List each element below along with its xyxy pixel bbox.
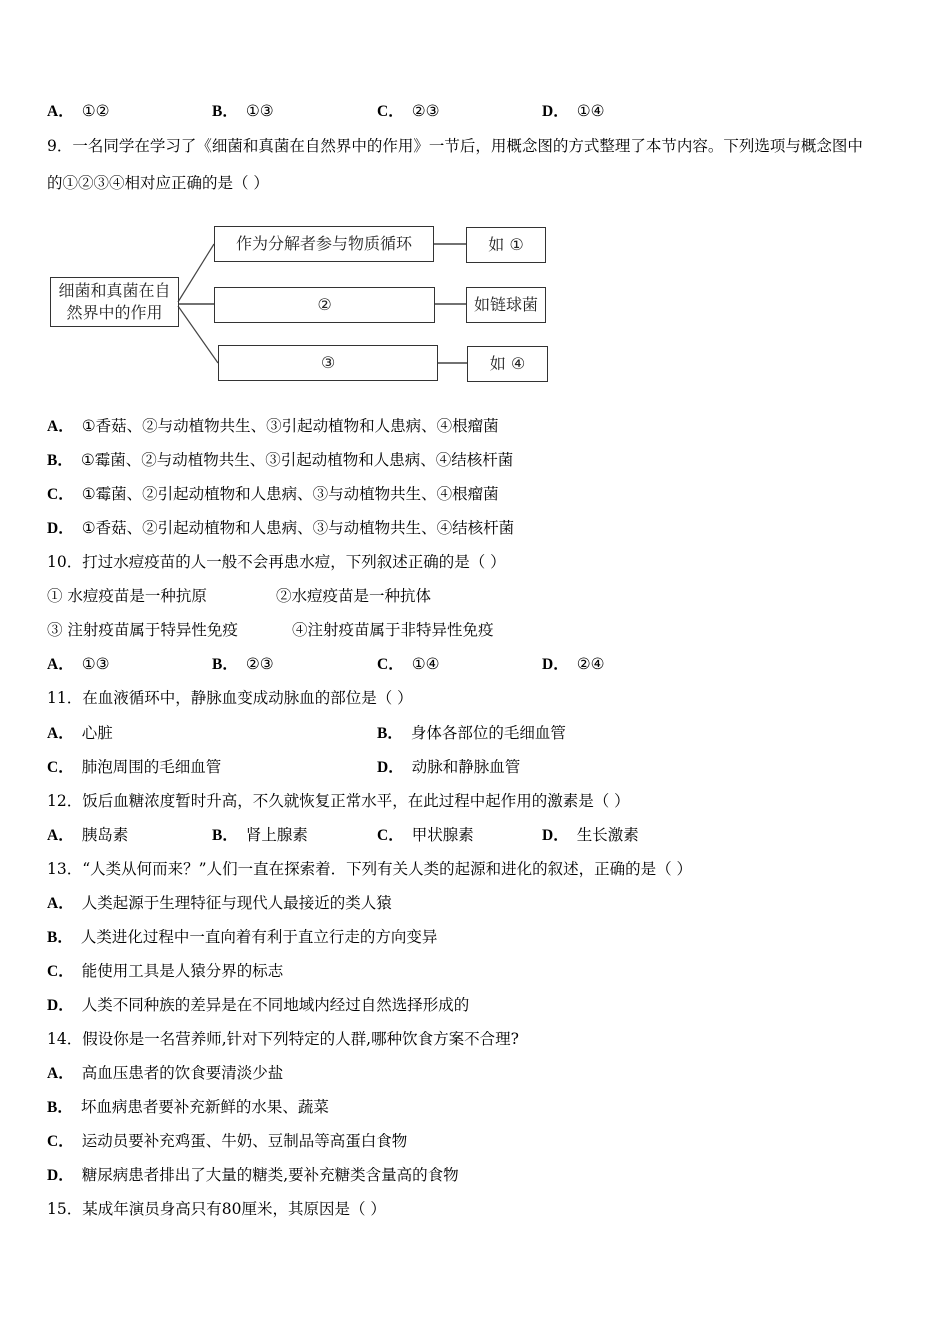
option-label: B． bbox=[47, 1099, 73, 1116]
option-b bbox=[47, 450, 513, 471]
option-c bbox=[377, 825, 474, 846]
concept-example-3: 如 ④ bbox=[467, 346, 548, 382]
option-text: 甲状腺素 bbox=[411, 826, 474, 844]
option-label: D． bbox=[47, 997, 74, 1014]
question-stem: 11．在血液循环中，静脉血变成动脉血的部位是（ ） bbox=[47, 689, 413, 707]
option-label: D． bbox=[47, 1167, 74, 1184]
concept-branch-2: ② bbox=[214, 287, 435, 323]
option-label: D． bbox=[542, 103, 569, 120]
option-label: C． bbox=[47, 759, 74, 776]
statement: ③ 注射疫苗属于特异性免疫 bbox=[47, 621, 238, 639]
option-text: ②④ bbox=[576, 655, 605, 673]
option-label: A． bbox=[47, 725, 74, 742]
option-label: C． bbox=[377, 827, 404, 844]
option-b bbox=[212, 825, 308, 846]
option-text: ①③ bbox=[81, 655, 110, 673]
option-text: ①④ bbox=[576, 102, 605, 120]
option-text: ①霉菌、②引起动植物和人患病、③与动植物共生、④根瘤菌 bbox=[81, 485, 499, 503]
option-text: ①④ bbox=[411, 655, 440, 673]
option-a bbox=[47, 416, 499, 437]
option-a bbox=[47, 654, 110, 675]
option-d bbox=[542, 101, 605, 122]
statement: ① 水痘疫苗是一种抗原 bbox=[47, 587, 207, 605]
option-d bbox=[542, 654, 605, 675]
option-d bbox=[47, 518, 514, 539]
option-d bbox=[47, 1165, 459, 1186]
option-text: 心脏 bbox=[81, 724, 113, 742]
option-label: B． bbox=[377, 725, 403, 742]
option-label: C． bbox=[377, 103, 404, 120]
option-text: 生长激素 bbox=[576, 826, 639, 844]
option-label: C． bbox=[47, 1133, 74, 1150]
option-label: A． bbox=[47, 418, 74, 435]
option-text: 运动员要补充鸡蛋、牛奶、豆制品等高蛋白食物 bbox=[81, 1132, 408, 1150]
option-c bbox=[377, 654, 440, 675]
option-text: ②③ bbox=[245, 655, 274, 673]
option-b bbox=[212, 101, 274, 122]
option-d bbox=[47, 995, 469, 1016]
option-text: 人类起源于生理特征与现代人最接近的类人猿 bbox=[81, 894, 392, 912]
option-text: 糖尿病患者排出了大量的糖类,要补充糖类含量高的食物 bbox=[81, 1166, 459, 1184]
option-text: 肺泡周围的毛细血管 bbox=[81, 758, 222, 776]
option-c bbox=[377, 101, 440, 122]
question-stem: 的①②③④相对应正确的是（ ） bbox=[47, 174, 269, 192]
option-label: B． bbox=[47, 929, 73, 946]
option-c bbox=[47, 961, 283, 982]
concept-example-1: 如 ① bbox=[466, 227, 546, 263]
option-a bbox=[47, 1063, 283, 1084]
question-stem: 9．一名同学在学习了《细菌和真菌在自然界中的作用》一节后，用概念图的方式整理了本节内容。下列选项与概念图中 bbox=[47, 137, 863, 155]
option-d bbox=[377, 757, 520, 778]
option-a bbox=[47, 893, 392, 914]
question-stem: 14．假设你是一名营养师,针对下列特定的人群,哪种饮食方案不合理? bbox=[47, 1030, 519, 1048]
concept-example-2: 如链球菌 bbox=[466, 287, 546, 323]
option-c bbox=[47, 1131, 407, 1152]
option-text: 能使用工具是人猿分界的标志 bbox=[81, 962, 284, 980]
option-text: ①香菇、②引起动植物和人患病、③与动植物共生、④结核杆菌 bbox=[81, 519, 515, 537]
option-text: ①香菇、②与动植物共生、③引起动植物和人患病、④根瘤菌 bbox=[81, 417, 499, 435]
option-label: B． bbox=[212, 827, 238, 844]
option-d bbox=[542, 825, 639, 846]
option-label: D． bbox=[47, 520, 74, 537]
option-text: ①霉菌、②与动植物共生、③引起动植物和人患病、④结核杆菌 bbox=[80, 451, 514, 469]
option-label: A． bbox=[47, 895, 74, 912]
option-label: D． bbox=[542, 827, 569, 844]
option-text: 动脉和静脉血管 bbox=[411, 758, 521, 776]
option-text: 身体各部位的毛细血管 bbox=[410, 724, 566, 742]
option-text: 肾上腺素 bbox=[245, 826, 308, 844]
option-label: C． bbox=[377, 656, 404, 673]
option-b bbox=[212, 654, 274, 675]
option-text: ①③ bbox=[245, 102, 274, 120]
option-label: B． bbox=[47, 452, 73, 469]
option-label: A． bbox=[47, 827, 74, 844]
option-label: D． bbox=[377, 759, 404, 776]
option-text: ②③ bbox=[411, 102, 440, 120]
option-a bbox=[47, 101, 110, 122]
option-label: B． bbox=[212, 103, 238, 120]
option-label: A． bbox=[47, 656, 74, 673]
question-stem: 13．“人类从何而来？”人们一直在探索着．下列有关人类的起源和进化的叙述，正确的是（ ） bbox=[47, 860, 693, 878]
concept-branch-3: ③ bbox=[218, 345, 438, 381]
option-label: A． bbox=[47, 1065, 74, 1082]
option-label: A． bbox=[47, 103, 74, 120]
option-a bbox=[47, 723, 113, 744]
option-text: 高血压患者的饮食要清淡少盐 bbox=[81, 1064, 284, 1082]
option-text: 坏血病患者要补充新鲜的水果、蔬菜 bbox=[80, 1098, 329, 1116]
option-c bbox=[47, 484, 499, 505]
concept-branch-1: 作为分解者参与物质循环 bbox=[214, 226, 434, 262]
concept-root-box: 细菌和真菌在自然界中的作用 bbox=[50, 277, 179, 327]
option-label: D． bbox=[542, 656, 569, 673]
option-text: ①② bbox=[81, 102, 110, 120]
statement: ④注射疫苗属于非特异性免疫 bbox=[292, 621, 494, 639]
question-stem: 10．打过水痘疫苗的人一般不会再患水痘，下列叙述正确的是（ ） bbox=[47, 553, 506, 571]
question-stem: 15．某成年演员身高只有80厘米，其原因是（ ） bbox=[47, 1200, 386, 1218]
option-b bbox=[47, 1097, 329, 1118]
option-text: 胰岛素 bbox=[81, 826, 129, 844]
option-a bbox=[47, 825, 128, 846]
statement: ②水痘疫苗是一种抗体 bbox=[276, 587, 432, 605]
option-label: C． bbox=[47, 486, 74, 503]
option-text: 人类不同种族的差异是在不同地域内经过自然选择形成的 bbox=[81, 996, 470, 1014]
question-stem: 12．饭后血糖浓度暂时升高，不久就恢复正常水平，在此过程中起作用的激素是（ ） bbox=[47, 792, 630, 810]
concept-map-connectors bbox=[0, 0, 950, 400]
option-c bbox=[47, 757, 221, 778]
option-text: 人类进化过程中一直向着有利于直立行走的方向变异 bbox=[80, 928, 438, 946]
option-label: B． bbox=[212, 656, 238, 673]
option-b bbox=[377, 723, 566, 744]
option-label: C． bbox=[47, 963, 74, 980]
option-b bbox=[47, 927, 437, 948]
